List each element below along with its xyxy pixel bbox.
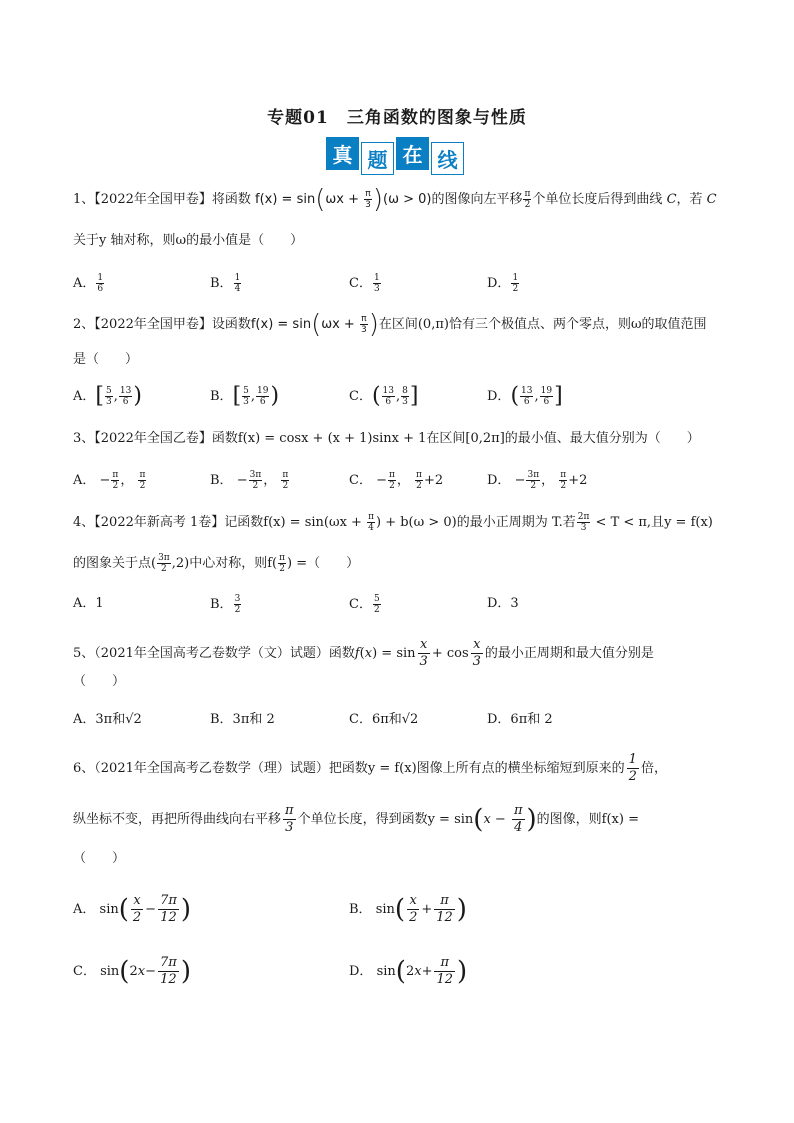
question-5-line2: （ ） <box>73 674 126 689</box>
q1-text: 的图像向左平移 <box>431 192 523 207</box>
question-1-line2: 关于y 轴对称，则ω的最小值是（ ） <box>73 233 304 248</box>
q6-text: 6、（2021年全国高考乙卷数学（理）试题）把函数y = f(x)图像上所有点的横坐标缩短到原来的 <box>73 761 625 776</box>
option-label: B． <box>210 597 233 612</box>
frac-num: 1 <box>512 273 519 283</box>
question-5: 5、（2021年全国高考乙卷数学（文）试题）函数f(x) = sin $\frac{x}{3}$ + cos $\frac{x}{3}$ 的最小正周期和最大值分别是 <box>73 637 654 669</box>
q1-formula: f(x) = sin(ωx + $\frac{\pi}{3}$ )(ω > 0) <box>255 184 432 215</box>
q2-formula: f(x) = sin(ωx + $\frac{\pi}{3}$ ) <box>250 309 379 340</box>
q4-option-d[interactable]: D．3 <box>487 596 519 611</box>
q5-text: 的最小正周期和最大值分别是 <box>484 646 654 661</box>
q6-option-c[interactable]: C． sin(2x− $\frac{7\pi}{12}$ ) <box>73 955 191 987</box>
q6-text: 倍， <box>640 761 667 776</box>
q4-option-a[interactable]: A．1 <box>73 596 104 611</box>
q4-option-b[interactable]: B． $\frac{3}{2}$ <box>210 594 241 615</box>
page-title: 专题01 三角函数的图象与性质 <box>267 108 527 128</box>
option-label: B． <box>210 473 233 488</box>
q3-option-d[interactable]: D． − $\frac{3\pi}{2}$ ， $\frac{\pi}{2}$ +2 <box>487 470 588 491</box>
option-label: C． <box>349 597 372 612</box>
question-3: 3、【2022年全国乙卷】函数f(x) = cosx + (x + 1)sinx + 1在区间[0,2π]的最小值、最大值分别为（ ） <box>73 431 700 446</box>
q2-option-a[interactable]: A．[ $\frac{5}{3}$ , $\frac{13}{6}$ ) <box>73 383 142 409</box>
option-label: B． <box>349 902 372 917</box>
q5-text: 5、（2021年全国高考乙卷数学（文）试题）函数 <box>73 646 355 661</box>
q6-text: 个单位长度，得到函数y = sin <box>297 812 474 827</box>
q6-option-a[interactable]: A． sin( $\frac{x}{2}$ − $\frac{7\pi}{12}$ ) <box>73 893 192 925</box>
q1-text: 1、【2022年全国甲卷】将函数 <box>73 192 251 207</box>
option-label: D． <box>349 964 373 979</box>
banner-tile: 在 <box>396 137 429 170</box>
q5-option-c[interactable]: C．6π和√2 <box>349 712 419 727</box>
question-2-line2: 是（ ） <box>73 352 139 367</box>
q6-option-b[interactable]: B． sin( $\frac{x}{2}$ + $\frac{\pi}{12}$ ) <box>349 893 467 925</box>
q1-text: 个单位长度后得到曲线 <box>532 192 663 207</box>
q6-text: 的图像，则f(x) = <box>536 812 639 827</box>
option-label: A． <box>73 902 96 917</box>
question-6: 6、（2021年全国高考乙卷数学（理）试题）把函数y = f(x)图像上所有点的横坐标缩短到原来的 $\frac{1}{2}$ 倍， <box>73 752 667 784</box>
q5-option-d[interactable]: D．6π和 2 <box>487 712 553 727</box>
q2-option-c[interactable]: C．( $\frac{13}{6}$ , $\frac{8}{3}$ ] <box>349 383 419 409</box>
q2-text: 2、【2022年全国甲卷】设函数 <box>73 317 251 332</box>
q4-text: ) =（ ） <box>287 556 360 571</box>
section-banner <box>326 137 464 173</box>
question-6-line3: （ ） <box>73 851 126 866</box>
frac-den: 4 <box>234 284 241 294</box>
question-4-line2: 的图象关于点( $\frac{3\pi}{2}$ ,2)中心对称，则f( $\frac{\pi}{2}$ ) =（ ） <box>73 553 360 574</box>
q4-option-c[interactable]: C． $\frac{5}{2}$ <box>349 594 380 615</box>
q2-option-d[interactable]: D．( $\frac{13}{6}$ , $\frac{19}{6}$ ] <box>487 383 563 409</box>
q6-text: 纵坐标不变，再把所得曲线向右平移 <box>73 812 282 827</box>
q4-text: < T < π,且y = f(x) <box>591 515 713 530</box>
q1-option-a[interactable] <box>73 273 105 294</box>
banner-tile: 真 <box>326 137 359 170</box>
q4-text: ,2)中心对称，则f( <box>171 556 278 571</box>
q3-option-a[interactable]: A． − $\frac{\pi}{2}$ ， $\frac{\pi}{2}$ <box>73 470 146 491</box>
question-1: 1、【2022年全国甲卷】将函数 f(x) = sin(ωx + $\frac{\pi}{3}$ )(ω > 0)的图像向左平移 $\frac{\pi}{2}$ 个单位长度后得到曲线 C，若 C <box>73 184 717 215</box>
banner-tile: 线 <box>431 142 464 175</box>
q1-option-c[interactable] <box>349 273 382 294</box>
option-label: D． <box>487 389 511 404</box>
frac-den: 2 <box>512 284 519 294</box>
q1-text: ，若 <box>676 192 703 207</box>
question-6-line2: 纵坐标不变，再把所得曲线向右平移 $\frac{\pi}{3}$ 个单位长度，得到函数y = sin(x − $\frac{\pi}{4}$ )的图像，则f(x) = <box>73 803 639 835</box>
option-label: C． <box>349 473 372 488</box>
option-label: C． <box>73 964 96 979</box>
frac-den: 6 <box>97 284 104 294</box>
option-label: D． <box>487 276 511 291</box>
q5-option-b[interactable]: B．3π和 2 <box>210 712 275 727</box>
q4-text: ) + b(ω > 0)的最小正周期为 T.若 <box>376 515 576 530</box>
option-label: C． <box>349 389 372 404</box>
option-label: A． <box>73 473 96 488</box>
frac-den: 3 <box>373 284 380 294</box>
option-label: B． <box>210 276 233 291</box>
frac-num: 1 <box>97 273 104 283</box>
option-label: B． <box>210 389 233 404</box>
q3-option-c[interactable]: C． − $\frac{\pi}{2}$ ， $\frac{\pi}{2}$ +2 <box>349 470 444 491</box>
q1-option-b[interactable] <box>210 273 242 294</box>
question-2 <box>73 309 707 340</box>
option-label: A． <box>73 389 96 404</box>
q5-option-a[interactable]: A．3π和√2 <box>73 712 142 727</box>
frac-num: 1 <box>373 273 380 283</box>
q2-option-b[interactable]: B．[ $\frac{5}{3}$ , $\frac{19}{6}$ ) <box>210 383 280 409</box>
q3-option-b[interactable]: B． − $\frac{3\pi}{2}$ ， $\frac{\pi}{2}$ <box>210 470 289 491</box>
q6-option-d[interactable]: D． sin(2x+ $\frac{\pi}{12}$ ) <box>349 955 468 987</box>
banner-tile: 题 <box>361 142 394 175</box>
option-label: C． <box>349 276 372 291</box>
q4-text: 的图象关于点( <box>73 556 157 571</box>
q1-option-d[interactable] <box>487 273 520 294</box>
option-label: D． <box>487 473 511 488</box>
option-label: A． <box>73 276 96 291</box>
q2-text: 在区间(0,π)恰有三个极值点、两个零点，则ω的取值范围 <box>378 317 707 332</box>
q4-text: 4、【2022年新高考 1卷】记函数f(x) = sin(ωx + <box>73 515 367 530</box>
question-4: 4、【2022年新高考 1卷】记函数f(x) = sin(ωx + $\frac{\pi}{4}$ ) + b(ω > 0)的最小正周期为 T.若 $\frac{2\pi}{3}$ < T < π,且y = f(x) <box>73 512 713 533</box>
frac-num: 1 <box>234 273 241 283</box>
